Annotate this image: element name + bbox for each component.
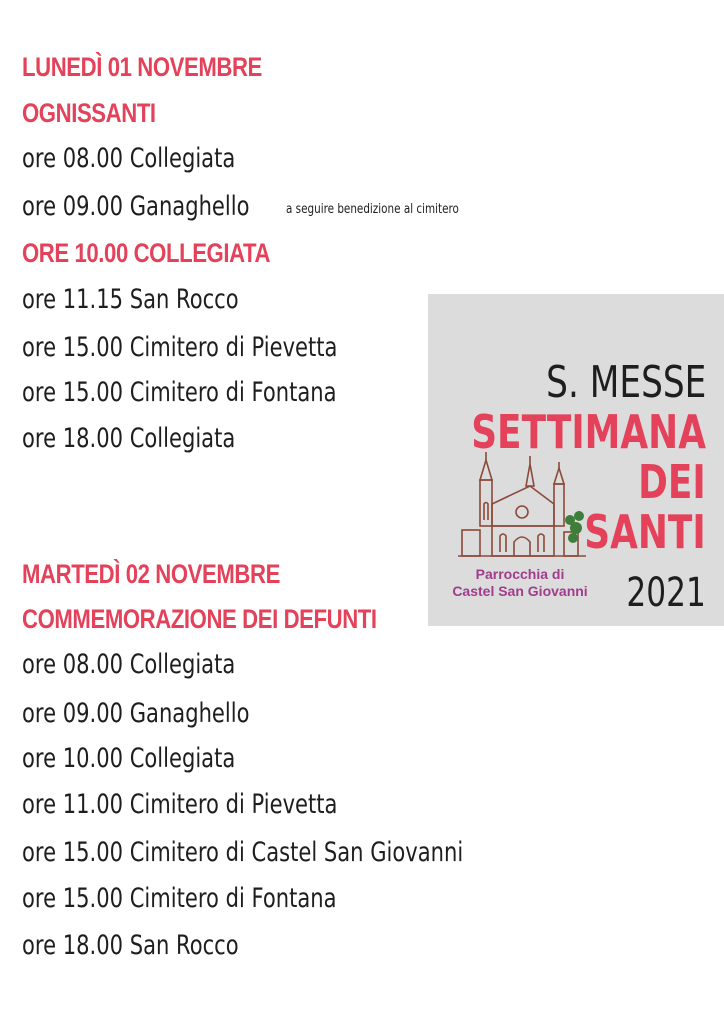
day1-mass-line: ore 09.00 Ganaghello [22, 191, 250, 222]
day2-mass-line: ore 15.00 Cimitero di Fontana [22, 883, 337, 914]
poster-year: 2021 [626, 570, 706, 616]
day1-mass-line: ore 18.00 Collegiata [22, 423, 236, 454]
day1-mass-line: ore 15.00 Cimitero di Pievetta [22, 332, 338, 363]
church-icon [458, 450, 586, 562]
poster-title-line3: DEI [638, 455, 706, 509]
parish-name-line1: Parrocchia di [475, 566, 565, 582]
poster-title-line2: SETTIMANA [471, 405, 706, 459]
day2-mass-line: ore 15.00 Cimitero di Castel San Giovanni [22, 837, 464, 868]
day1-note: a seguire benedizione al cimitero [286, 202, 459, 217]
poster-title-line4: SANTI [584, 505, 706, 559]
day2-mass-line: ore 18.00 San Rocco [22, 930, 239, 961]
day1-mass-line: ore 11.15 San Rocco [22, 284, 239, 315]
day2-date-heading: MARTEDÌ 02 NOVEMBRE [22, 559, 280, 589]
day2-mass-line: ore 09.00 Ganaghello [22, 698, 250, 729]
day2-mass-line: ore 08.00 Collegiata [22, 649, 236, 680]
day1-mass-line: ore 15.00 Cimitero di Fontana [22, 377, 337, 408]
day2-mass-line: ore 11.00 Cimitero di Pievetta [22, 789, 338, 820]
day1-feast-heading: OGNISSANTI [22, 98, 156, 128]
parish-name-line2: Castel San Giovanni [452, 583, 588, 599]
day2-feast-heading: COMMEMORAZIONE DEI DEFUNTI [22, 604, 377, 634]
day1-date-heading: LUNEDÌ 01 NOVEMBRE [22, 52, 262, 82]
day2-mass-line: ore 10.00 Collegiata [22, 743, 236, 774]
day1-mass-line: ore 08.00 Collegiata [22, 143, 236, 174]
poster-title-line1: S. MESSE [545, 357, 706, 408]
day1-main-mass-heading: ORE 10.00 COLLEGIATA [22, 238, 271, 268]
poster-box [428, 294, 724, 626]
